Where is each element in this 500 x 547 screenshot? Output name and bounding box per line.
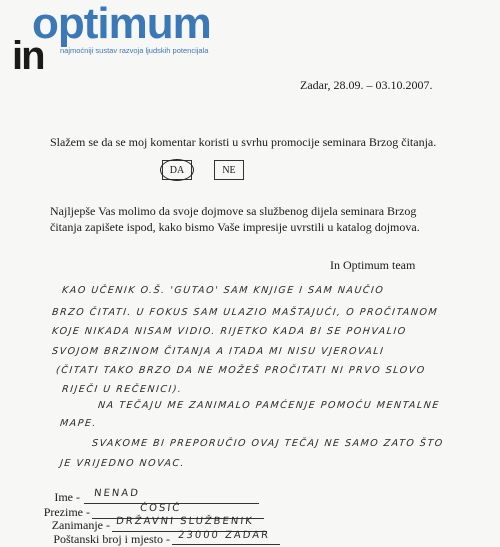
consent-text: Slažem se da se moj komentar koristi u svrhu promocije seminara Brzog čitanja. [50, 135, 437, 149]
comment-line: NA TEČAJU ME ZANIMALO PAMĆENJE POMOĆU MENTALNE [97, 400, 441, 411]
logo-name: optimum [32, 0, 211, 48]
comment-line: SVAKOME BI PREPORUČIO OVAJ TEČAJ NE SAMO ZATO ŠTO [91, 438, 445, 449]
comment-line: JE VRIJEDNO NOVAC. [59, 458, 186, 469]
occupation-label: Zanimanje - [51, 518, 110, 532]
surname-label: Prezime - [43, 505, 90, 519]
consent-no-label: NE [222, 164, 236, 176]
comment-line: MAPE. [59, 418, 98, 429]
invite-text: Najljepše Vas molimo da svoje dojmove sa službenog dijela seminara Brzog čitanja zapišete ispod, kako bismo Vaše impresije uvrstili u katalog dojmova. [50, 204, 420, 234]
logo-tagline: najmoćniji sustav razvoja ljudskih potencijala [60, 46, 209, 55]
comment-line: SVOJOM BRZINOM ČITANJA A ITADA MI NISU VJEROVALI [51, 346, 385, 357]
team-signature: In Optimum team [330, 258, 416, 272]
postal-value[interactable]: 23000 ZADAR [177, 530, 271, 541]
comment-line: KAO UČENIK O.Š. 'GUTAO' SAM KNJIGE I SAM NAUČIO [61, 285, 385, 296]
date-place: Zadar, 28.09. – 03.10.2007. [300, 78, 433, 92]
comment-line: KOJE NIKADA NISAM VIDIO. RIJETKO KADA BI SE POHVALIO [51, 326, 408, 337]
logo-prefix: in [12, 34, 44, 78]
comment-line: (ČITATI TAKO BRZO DA NE MOŽEŠ PROČITATI NI PRVO SLOVO [55, 365, 427, 376]
surname-value[interactable]: ĆOSIĆ [139, 503, 182, 514]
name-label: Ime - [54, 490, 80, 504]
comment-line: BRZO ČITATI. U FOKUS SAM ULAZIO MAŠTAJUĆI, O PROČITANOM [51, 307, 439, 318]
consent-yes-label: DA [169, 164, 185, 176]
occupation-value[interactable]: DRŽAVNI SLUŽBENIK [115, 516, 255, 527]
consent-no-option[interactable] [214, 160, 244, 180]
consent-yes-option[interactable] [162, 160, 192, 180]
name-value[interactable]: NENAD [93, 488, 141, 499]
comment-line: RIJEČI U REČENICI). [61, 384, 184, 395]
selection-circle [160, 159, 194, 181]
postal-label: Poštanski broj i mjesto - [53, 532, 170, 546]
optimum-logo [10, 0, 240, 78]
